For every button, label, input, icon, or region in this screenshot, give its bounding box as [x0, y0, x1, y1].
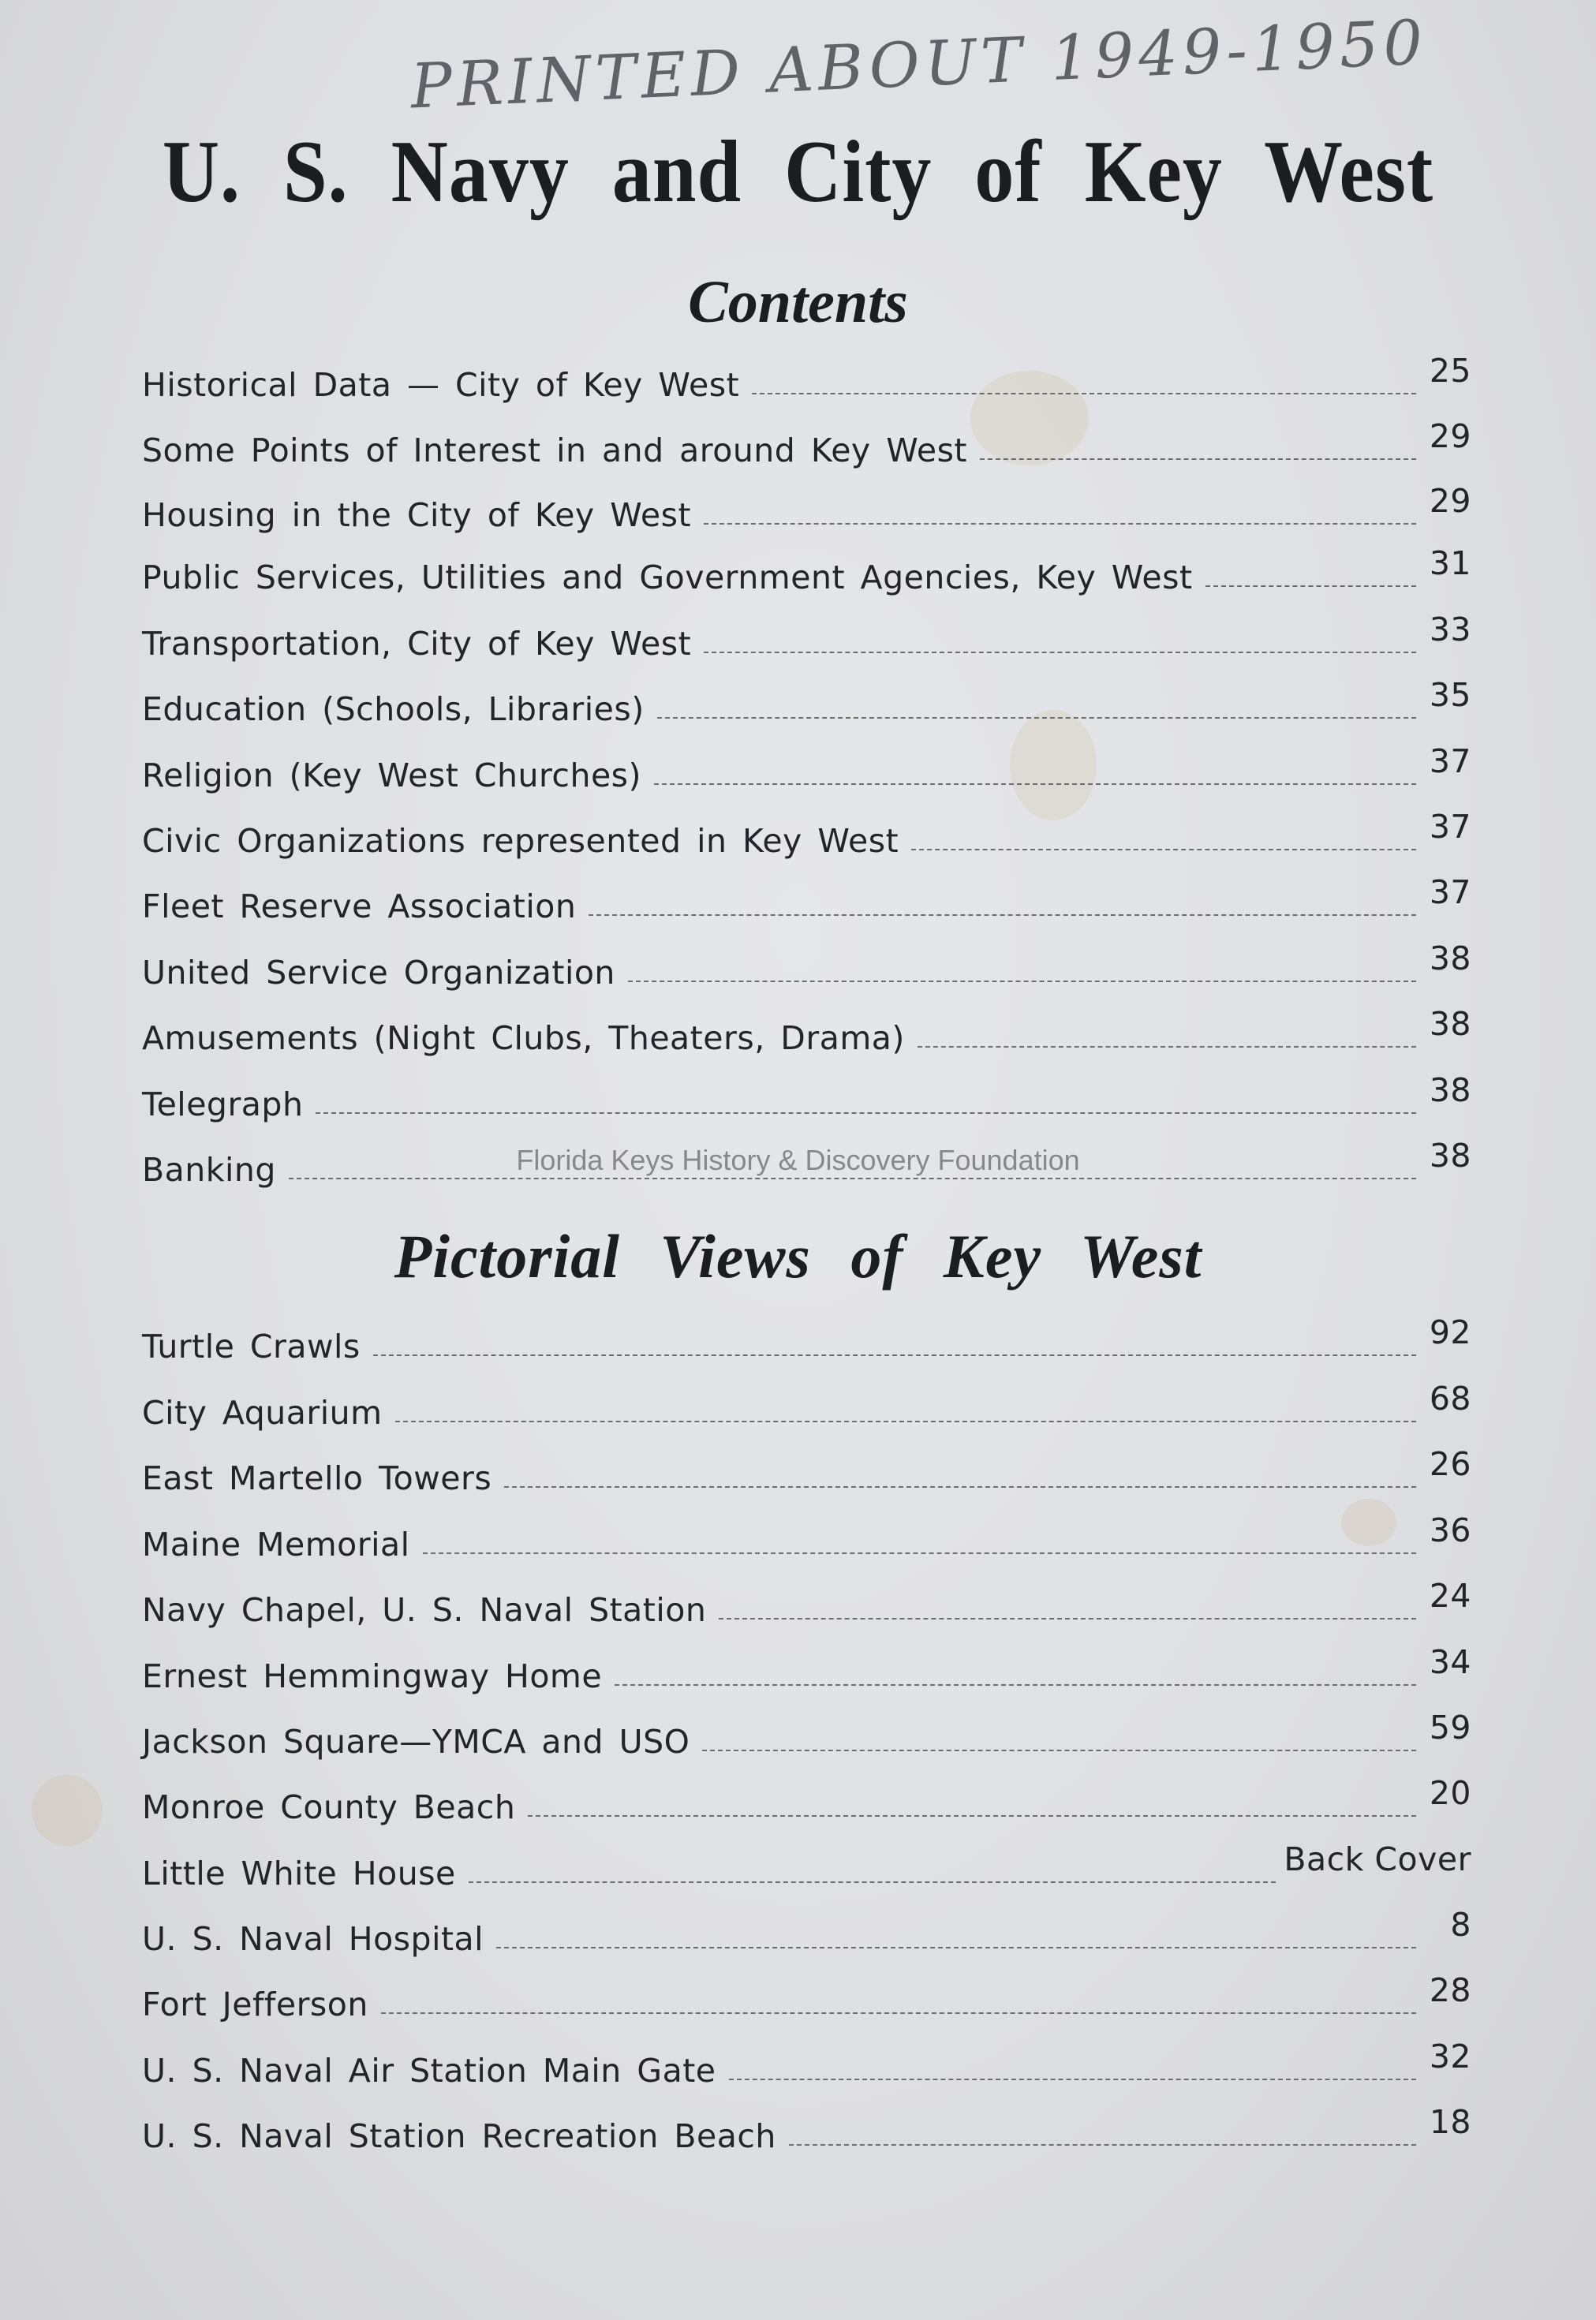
toc-entry-title: Religion (Key West Churches): [142, 757, 642, 794]
toc-entry-page: 28: [1429, 1971, 1471, 2009]
toc-entry-page: 37: [1429, 873, 1471, 911]
toc-entry-title: Telegraph: [142, 1085, 304, 1123]
toc-entry-title: Jackson Square—YMCA and USO: [142, 1723, 690, 1761]
toc-entry-title: Fleet Reserve Association: [142, 887, 577, 925]
dot-leader: [615, 1684, 1416, 1686]
dot-leader: [373, 1354, 1416, 1356]
toc-entry-title: Some Points of Interest in and around Key West: [142, 431, 968, 469]
toc-entry: [142, 1577, 1471, 1629]
toc-entry-page: 38: [1429, 1005, 1471, 1043]
toc-entry-title: East Martello Towers: [142, 1459, 492, 1497]
toc-entry-page: 38: [1429, 940, 1471, 977]
toc-entry-title: Ernest Hemmingway Home: [142, 1657, 603, 1695]
toc-entry: [142, 2103, 1471, 2155]
toc-entry-page: 34: [1429, 1643, 1471, 1681]
pictorial-heading: Pictorial Views of Key West: [394, 1222, 1202, 1291]
toc-entry-page: 18: [1429, 2103, 1471, 2141]
toc-entry: [142, 1313, 1471, 1365]
toc-entry: [142, 1380, 1471, 1432]
toc-entry: [142, 1774, 1471, 1826]
toc-entry-page: 38: [1429, 1071, 1471, 1109]
dot-leader: [528, 1815, 1416, 1817]
toc-entry-title: Public Services, Utilities and Government Agencies, Key West: [142, 559, 1193, 596]
toc-entry-page: 37: [1429, 808, 1471, 846]
toc-entry-page: Back Cover: [1284, 1840, 1471, 1878]
toc-entry-page: 31: [1429, 544, 1471, 582]
toc-entry: [142, 1445, 1471, 1497]
toc-entry-title: Amusements (Night Clubs, Theaters, Drama): [142, 1019, 905, 1057]
dot-leader: [719, 1618, 1416, 1620]
toc-entry-title: U. S. Naval Station Recreation Beach: [142, 2117, 776, 2155]
toc-entry-title: Navy Chapel, U. S. Naval Station: [142, 1591, 707, 1629]
toc-entry: [142, 2038, 1471, 2090]
dot-leader: [381, 2012, 1416, 2014]
toc-entry-page: 92: [1429, 1313, 1471, 1351]
toc-entry-title: United Service Organization: [142, 954, 615, 992]
dot-leader: [789, 2144, 1416, 2146]
toc-entry-page: 38: [1429, 1137, 1471, 1175]
dot-leader: [469, 1881, 1276, 1883]
toc-entry-page: 29: [1429, 417, 1471, 455]
toc-entry-title: Maine Memorial: [142, 1526, 410, 1563]
toc-entry-title: Transportation, City of Key West: [142, 625, 692, 663]
toc-entry-page: 26: [1429, 1445, 1471, 1483]
toc-entry-page: 32: [1429, 2038, 1471, 2075]
handwritten-annotation: PRINTED ABOUT 1949-1950: [409, 7, 1429, 123]
toc-entry-page: 29: [1429, 482, 1471, 520]
dot-leader: [423, 1552, 1416, 1554]
dot-leader: [729, 2079, 1417, 2080]
toc-entry-title: U. S. Naval Hospital: [142, 1920, 484, 1958]
toc-entry-title: Housing in the City of Key West: [142, 496, 692, 534]
dot-leader: [496, 1947, 1416, 1948]
toc-entry-title: Banking: [142, 1151, 276, 1189]
toc-entry-page: 20: [1429, 1774, 1471, 1812]
toc-entry-title: Education (Schools, Libraries): [142, 690, 645, 728]
toc-entry: [142, 1840, 1471, 1892]
dot-leader: [702, 1750, 1416, 1751]
toc-entry-page: 59: [1429, 1709, 1471, 1747]
toc-entry-page: 37: [1429, 742, 1471, 780]
toc-entry-page: 24: [1429, 1577, 1471, 1615]
toc-entry: [142, 1511, 1471, 1563]
toc-entry: [142, 1709, 1471, 1761]
toc-entry-page: 33: [1429, 611, 1471, 648]
toc-entry-title: Fort Jefferson: [142, 1986, 368, 2023]
page-title: U. S. Navy and City of Key West: [162, 122, 1434, 221]
toc-entry-page: 8: [1450, 1906, 1471, 1944]
toc-entry-title: City Aquarium: [142, 1394, 383, 1432]
toc-entry: [142, 1906, 1471, 1958]
dot-leader: [504, 1486, 1416, 1488]
toc-entry: [142, 1643, 1471, 1695]
toc-entry: [142, 1971, 1471, 2023]
toc-entry-title: Turtle Crawls: [142, 1328, 361, 1365]
toc-entry-title: Monroe County Beach: [142, 1788, 516, 1826]
toc-entry-title: Historical Data — City of Key West: [142, 366, 740, 404]
watermark: Florida Keys History & Discovery Foundation: [516, 1144, 1080, 1176]
toc-entry-title: Little White House: [142, 1855, 456, 1892]
toc-entry-title: U. S. Naval Air Station Main Gate: [142, 2052, 716, 2090]
toc-entry-page: 68: [1429, 1380, 1471, 1418]
toc-entry-title: Civic Organizations represented in Key West: [142, 822, 899, 860]
toc-entry-page: 36: [1429, 1511, 1471, 1549]
dot-leader: [395, 1421, 1416, 1422]
toc-entry-page: 35: [1429, 676, 1471, 714]
contents-heading: Contents: [688, 269, 908, 335]
toc-entry-page: 25: [1429, 352, 1471, 390]
